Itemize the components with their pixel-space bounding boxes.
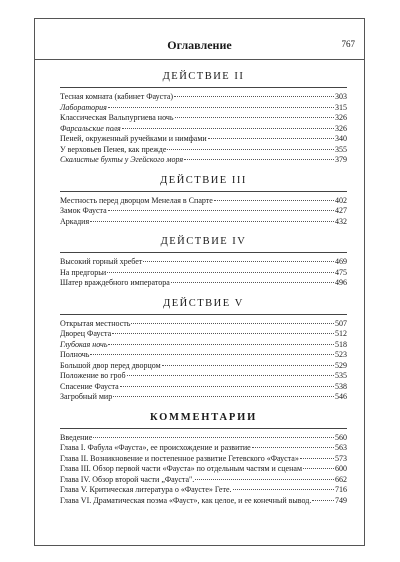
dot-leader (113, 396, 334, 397)
toc-entry[interactable] (60, 217, 347, 228)
toc-entry-page: 326 (335, 113, 347, 122)
toc-entry-title: Глава I. Фабула «Фауста», ее происхождение и развитие (60, 443, 251, 452)
dot-leader (214, 200, 334, 201)
toc-entry[interactable] (60, 278, 347, 289)
toc-entry[interactable] (60, 103, 347, 114)
toc-entry-page: 475 (335, 267, 347, 277)
dot-leader (120, 386, 334, 387)
toc-entry-title: Глава V. Критическая литература о «Фаусте» Гете. (60, 485, 232, 494)
toc-entry-title: На предгорьи (60, 267, 107, 277)
toc-entry[interactable] (60, 206, 347, 217)
toc-entry-title: Глава VI. Драматическая поэма «Фауст», как целое, и ее конечный вывод. (60, 495, 312, 505)
toc-entry[interactable] (60, 134, 347, 145)
toc-entry-title: Положение во гроб (60, 371, 126, 380)
toc-entry-title: Глава III. Обзор первой части «Фауста» по отдельным частям и сценам (60, 464, 303, 473)
dot-leader (184, 159, 334, 160)
section-rule (60, 191, 347, 192)
section-title: ДЕЙСТВИЕ IV (160, 236, 247, 247)
dot-leader (131, 323, 334, 324)
toc-entry-page: 518 (335, 339, 347, 349)
toc-entry-title: Фарсальские поля (60, 123, 121, 133)
toc-entry-page: 512 (335, 329, 347, 338)
section-rule (60, 87, 347, 88)
toc-entry[interactable] (60, 443, 347, 454)
toc-entry[interactable] (60, 155, 347, 166)
dot-leader (108, 344, 334, 345)
dot-leader (108, 107, 334, 108)
dot-leader (90, 354, 334, 355)
section-gap (60, 289, 347, 297)
toc-entry[interactable] (60, 196, 347, 207)
toc-entry-page: 749 (335, 495, 347, 505)
toc-entry-page: 662 (335, 474, 347, 484)
toc-entry-title: Глава IV. Обзор второй части „Фауста". (60, 474, 195, 484)
toc-entry-title: Классическая Вальпургиева ночь (60, 113, 174, 122)
dot-leader (93, 437, 334, 438)
toc-entry[interactable] (60, 113, 347, 124)
toc-entry-title: Глубокая ночь (60, 339, 108, 349)
toc-entry-title: Пеней, окруженный ручейками и нимфами (60, 134, 207, 143)
section-title: ДЕЙСТВИЕ II (162, 71, 245, 82)
dot-leader (208, 138, 334, 139)
toc-entry[interactable] (60, 92, 347, 103)
toc-entry[interactable] (60, 268, 347, 279)
toc-entry-page: 716 (335, 485, 347, 494)
toc-entry-title: Замок Фауста (60, 206, 107, 215)
toc-entry-title: Шатер враждебного императора (60, 278, 170, 287)
section-gap (60, 166, 347, 174)
table-of-contents (60, 70, 347, 506)
dot-leader (162, 365, 334, 366)
toc-entry-page: 427 (335, 206, 347, 215)
page-number: 767 (341, 39, 355, 49)
dot-leader (112, 333, 334, 334)
toc-entry-title: Полночь (60, 350, 90, 359)
toc-entry[interactable] (60, 392, 347, 403)
page-header (34, 34, 365, 56)
section-gap (60, 403, 347, 411)
toc-entry-title: Местность перед дворцом Менелая в Спарте (60, 195, 213, 205)
toc-entry-page: 523 (335, 350, 347, 359)
toc-entry-page: 340 (335, 134, 347, 143)
dot-leader (252, 447, 334, 448)
toc-entry[interactable] (60, 145, 347, 156)
section-rule (60, 252, 347, 253)
toc-entry[interactable] (60, 475, 347, 486)
dot-leader (90, 221, 334, 222)
toc-entry[interactable] (60, 329, 347, 340)
dot-leader (300, 458, 334, 459)
toc-entry[interactable] (60, 124, 347, 135)
dot-leader (233, 489, 334, 490)
toc-entry-title: Открытая местность (60, 318, 131, 328)
toc-entry-page: 469 (335, 257, 347, 266)
toc-entry-title: Лаборатория (60, 102, 107, 112)
section-title: КОММЕНТАРИИ (149, 411, 258, 423)
toc-entry-page: 303 (335, 92, 347, 101)
toc-entry-page: 496 (335, 278, 347, 287)
dot-leader (127, 375, 334, 376)
dot-leader (107, 272, 334, 273)
toc-entry-page: 326 (335, 123, 347, 133)
toc-entry-title: Скалистые бухты у Эгейского моря (60, 155, 184, 164)
toc-entry-title: Загробный мир (60, 392, 113, 401)
toc-entry-title: Спасение Фауста (60, 381, 119, 391)
toc-entry-title: Высокий горный хребет (60, 257, 143, 266)
toc-entry-page: 563 (335, 443, 347, 452)
section-title: ДЕЙСТВИЕ V (163, 297, 244, 309)
toc-entry-title: Введение (60, 432, 93, 442)
page-title: Оглавление (167, 38, 232, 52)
dot-leader (108, 210, 334, 211)
toc-entry-page: 546 (335, 392, 347, 401)
toc-entry-page: 529 (335, 360, 347, 370)
section-rule (60, 428, 347, 429)
dot-leader (303, 468, 334, 469)
toc-entry-page: 560 (335, 432, 347, 442)
dot-leader (174, 96, 334, 97)
toc-entry[interactable] (60, 371, 347, 382)
toc-entry[interactable] (60, 361, 347, 372)
toc-entry-page: 379 (335, 155, 347, 164)
toc-entry-title: Аркадия (60, 216, 90, 226)
toc-entry[interactable] (60, 340, 347, 351)
toc-entry-title: Большой двор перед дворцом (60, 360, 161, 370)
toc-entry[interactable] (60, 319, 347, 330)
toc-entry[interactable] (60, 350, 347, 361)
header-divider (34, 59, 365, 60)
toc-entry-title: Дворец Фауста (60, 329, 112, 338)
toc-entry[interactable] (60, 433, 347, 444)
dot-leader (175, 117, 334, 118)
toc-entry-page: 535 (335, 371, 347, 380)
toc-entry-title: Глава II. Возникновение и постепенное развитие Гетевского «Фауста» (60, 453, 299, 463)
toc-entry-page: 402 (335, 195, 347, 205)
toc-entry-page: 355 (335, 144, 347, 154)
section-title: ДЕЙСТВИЕ III (160, 174, 247, 186)
dot-leader (312, 500, 334, 501)
toc-entry-page: 432 (335, 216, 347, 226)
toc-entry[interactable] (60, 454, 347, 465)
toc-entry[interactable] (60, 382, 347, 393)
toc-entry[interactable] (60, 464, 347, 475)
toc-entry-page: 573 (335, 453, 347, 463)
dot-leader (171, 282, 334, 283)
dot-leader (167, 149, 334, 150)
section-gap (60, 227, 347, 235)
dot-leader (195, 479, 334, 480)
toc-entry-page: 600 (335, 464, 347, 473)
toc-entry[interactable] (60, 496, 347, 507)
toc-entry-title: У верховьев Пенея, как прежде (60, 144, 167, 154)
section-rule (60, 314, 347, 315)
toc-entry-title: Тесная комната (кабинет Фауста) (60, 92, 174, 101)
dot-leader (143, 261, 334, 262)
toc-entry-page: 538 (335, 381, 347, 391)
toc-entry[interactable] (60, 257, 347, 268)
toc-entry[interactable] (60, 485, 347, 496)
dot-leader (122, 128, 334, 129)
toc-entry-page: 315 (335, 102, 347, 112)
toc-entry-page: 507 (335, 318, 347, 328)
